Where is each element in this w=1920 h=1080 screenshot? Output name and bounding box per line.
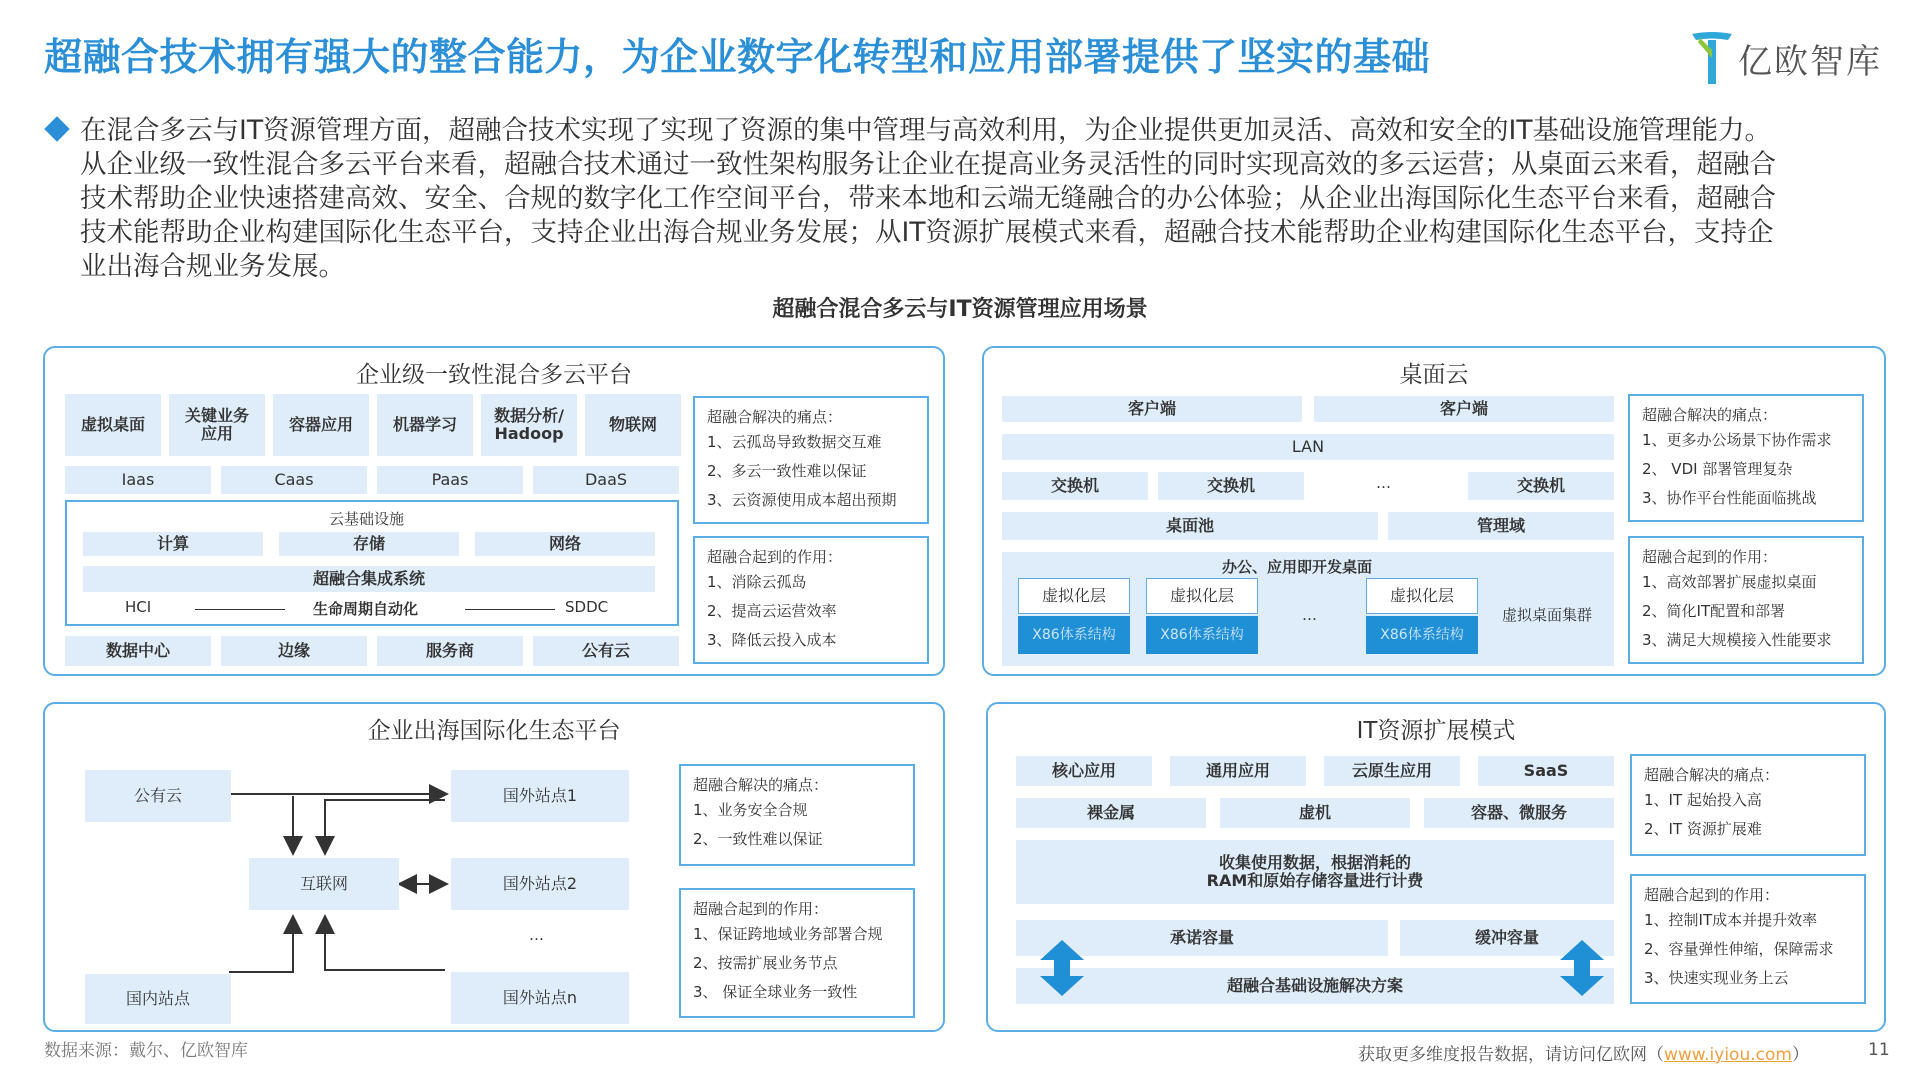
app-block: 物联网 <box>585 394 681 456</box>
desktop-pool-block: 桌面池 <box>1002 512 1378 540</box>
note-item: 1、保证跨地域业务部署合规 <box>693 925 883 943</box>
note-title: 超融合起到的作用： <box>693 900 829 918</box>
diagram-subtitle: 超融合混合多云与IT资源管理应用场景 <box>772 297 1148 322</box>
logo-text: 亿欧智库 <box>1738 42 1882 82</box>
x86-arch-block: X86体系结构 <box>1146 616 1258 654</box>
note-item: 2、容量弹性伸缩，保障需求 <box>1644 940 1834 958</box>
buffer-capacity-block: 缓冲容量 <box>1400 920 1614 956</box>
service-block: Caas <box>221 466 367 494</box>
pain-points-box <box>693 396 929 524</box>
footer-more-suffix: ） <box>1791 1045 1809 1065</box>
billing-block: 收集使用数据，根据消耗的RAM和原始存储容量进行计费 <box>1016 840 1614 904</box>
location-block: 边缘 <box>221 636 367 666</box>
location-block: 公有云 <box>533 636 679 666</box>
app-type-block: 通用应用 <box>1170 756 1306 786</box>
intro-line: 业出海合规业务发展。 <box>80 251 345 282</box>
infra-block: 存储 <box>279 532 459 556</box>
note-item: 3、 保证全球业务一致性 <box>693 983 858 1001</box>
virtualization-layer: 虚拟化层 <box>1366 578 1478 614</box>
pain-points-box <box>679 764 915 866</box>
panel-hybrid-multicloud <box>43 346 945 676</box>
note-item: 2、多云一致性难以保证 <box>707 462 867 480</box>
client-block: 客户端 <box>1002 396 1302 422</box>
infra-block: 计算 <box>83 532 263 556</box>
runtime-block: 容器、微服务 <box>1424 798 1614 828</box>
x86-arch-block: X86体系结构 <box>1366 616 1478 654</box>
ellipsis: … <box>1376 474 1391 492</box>
internet-block: 互联网 <box>249 858 399 910</box>
note-item: 1、业务安全合规 <box>693 801 808 819</box>
panel-global-ecosystem <box>43 702 945 1032</box>
note-title: 超融合解决的痛点： <box>1642 406 1778 424</box>
cloud-infra-label: 云基础设施 <box>329 510 405 528</box>
overseas-site-block: 国外站点n <box>451 972 629 1024</box>
mgmt-domain-block: 管理域 <box>1388 512 1614 540</box>
footer-url-link[interactable]: www.iyiou.com <box>1664 1045 1792 1065</box>
page-title: 超融合技术拥有强大的整合能力，为企业数字化转型和应用部署提供了坚实的基础 <box>44 35 1431 79</box>
switch-block: 交换机 <box>1468 472 1614 500</box>
note-item: 2、按需扩展业务节点 <box>693 954 838 972</box>
role-box <box>679 888 915 1018</box>
app-block: 关键业务应用 <box>169 394 265 456</box>
double-arrow-icon <box>1038 940 1086 996</box>
hci-system-block: 超融合集成系统 <box>83 566 655 592</box>
data-source: 数据来源：戴尔、亿欧智库 <box>44 1041 248 1061</box>
lan-block: LAN <box>1002 434 1614 460</box>
note-item: 1、控制IT成本并提升效率 <box>1644 911 1818 929</box>
client-block: 客户端 <box>1314 396 1614 422</box>
role-box <box>1630 874 1866 1004</box>
hci-label: HCI <box>125 598 152 616</box>
public-cloud-block: 公有云 <box>85 770 231 822</box>
footer-more-prefix: 获取更多维度报告数据，请访问亿欧网（ <box>1358 1045 1664 1065</box>
role-box <box>1628 536 1864 664</box>
panel-title: 企业出海国际化生态平台 <box>367 718 621 744</box>
vdi-cluster-label: 虚拟桌面集群 <box>1502 606 1593 624</box>
note-title: 超融合起到的作用： <box>1642 548 1778 566</box>
domestic-site-block: 国内站点 <box>85 974 231 1024</box>
note-title: 超融合解决的痛点： <box>707 408 843 426</box>
service-block: DaaS <box>533 466 679 494</box>
note-title: 超融合解决的痛点： <box>693 776 829 794</box>
office-desktop-label: 办公、应用即开发桌面 <box>1222 558 1373 576</box>
panel-desktop-cloud <box>982 346 1886 676</box>
logo-mark-icon <box>1688 28 1736 86</box>
note-item: 3、云资源使用成本超出预期 <box>707 491 897 509</box>
brand-logo <box>1688 28 1898 88</box>
location-block: 数据中心 <box>65 636 211 666</box>
note-item: 3、快速实现业务上云 <box>1644 969 1789 987</box>
footer-more-info <box>1358 1040 1809 1065</box>
virtualization-layer: 虚拟化层 <box>1146 578 1258 614</box>
app-block: 数据分析/Hadoop <box>481 394 577 456</box>
sddc-label: SDDC <box>565 598 609 616</box>
app-block: 虚拟桌面 <box>65 394 161 456</box>
app-type-block: SaaS <box>1478 756 1614 786</box>
runtime-block: 裸金属 <box>1016 798 1206 828</box>
double-arrow-icon <box>1558 940 1606 996</box>
role-box <box>693 536 929 664</box>
pain-points-box <box>1628 394 1864 522</box>
intro-line: 在混合多云与IT资源管理方面，超融合技术实现了实现了资源的集中管理与高效利用，为企业提供更加灵活、高效和安全的IT基础设施管理能力。 <box>80 115 1772 146</box>
location-block: 服务商 <box>377 636 523 666</box>
app-type-block: 核心应用 <box>1016 756 1152 786</box>
intro-line: 技术帮助企业快速搭建高效、安全、合规的数字化工作空间平台，带来本地和云端无缝融合的办公体验；从企业出海国际化生态平台来看，超融合 <box>80 183 1776 214</box>
overseas-site-block: 国外站点2 <box>451 858 629 910</box>
connector-line <box>465 609 555 610</box>
note-item: 1、高效部署扩展虚拟桌面 <box>1642 573 1817 591</box>
service-block: Paas <box>377 466 523 494</box>
note-item: 3、协作平台性能面临挑战 <box>1642 489 1817 507</box>
intro-line: 从企业级一致性混合多云平台来看，超融合技术通过一致性架构服务让企业在提高业务灵活性的同时实现高效的多云运营；从桌面云来看，超融合 <box>80 149 1776 180</box>
note-item: 1、IT 起始投入高 <box>1644 791 1762 809</box>
ellipsis: … <box>529 926 544 944</box>
hci-solution-block: 超融合基础设施解决方案 <box>1016 968 1614 1004</box>
note-title: 超融合起到的作用： <box>707 548 843 566</box>
panel-it-resource-scaling <box>986 702 1886 1032</box>
note-item: 2、简化IT配置和部署 <box>1642 602 1786 620</box>
switch-block: 交换机 <box>1158 472 1304 500</box>
note-title: 超融合起到的作用： <box>1644 886 1780 904</box>
service-block: Iaas <box>65 466 211 494</box>
panel-title: IT资源扩展模式 <box>1356 718 1516 744</box>
panel-title: 企业级一致性混合多云平台 <box>356 362 632 388</box>
app-block: 容器应用 <box>273 394 369 456</box>
app-block: 机器学习 <box>377 394 473 456</box>
note-item: 2、一致性难以保证 <box>693 830 823 848</box>
intro-line: 技术能帮助企业构建国际化生态平台，支持企业出海合规业务发展；从IT资源扩展模式来看，超融合技术能帮助企业构建国际化生态平台，支持企 <box>80 217 1774 248</box>
runtime-block: 虚机 <box>1220 798 1410 828</box>
connector-line <box>195 609 285 610</box>
virtualization-layer: 虚拟化层 <box>1018 578 1130 614</box>
bullet-diamond-icon <box>44 116 69 141</box>
intro-paragraph <box>46 114 1896 289</box>
x86-arch-block: X86体系结构 <box>1018 616 1130 654</box>
lifecycle-label: 生命周期自动化 <box>313 600 419 618</box>
note-item: 2、提高云运营效率 <box>707 602 837 620</box>
infra-block: 网络 <box>475 532 655 556</box>
switch-block: 交换机 <box>1002 472 1148 500</box>
panel-title: 桌面云 <box>1399 362 1469 388</box>
pain-points-box <box>1630 754 1866 856</box>
note-item: 2、IT 资源扩展难 <box>1644 820 1762 838</box>
note-title: 超融合解决的痛点： <box>1644 766 1780 784</box>
app-type-block: 云原生应用 <box>1324 756 1460 786</box>
page-number: 11 <box>1868 1040 1890 1060</box>
note-item: 3、满足大规模接入性能要求 <box>1642 631 1832 649</box>
committed-capacity-block: 承诺容量 <box>1016 920 1388 956</box>
overseas-site-block: 国外站点1 <box>451 770 629 822</box>
note-item: 1、云孤岛导致数据交互难 <box>707 433 882 451</box>
note-item: 1、消除云孤岛 <box>707 573 807 591</box>
note-item: 1、更多办公场景下协作需求 <box>1642 431 1832 449</box>
ellipsis: … <box>1302 606 1317 624</box>
note-item: 2、 VDI 部署管理复杂 <box>1642 460 1793 478</box>
note-item: 3、降低云投入成本 <box>707 631 837 649</box>
